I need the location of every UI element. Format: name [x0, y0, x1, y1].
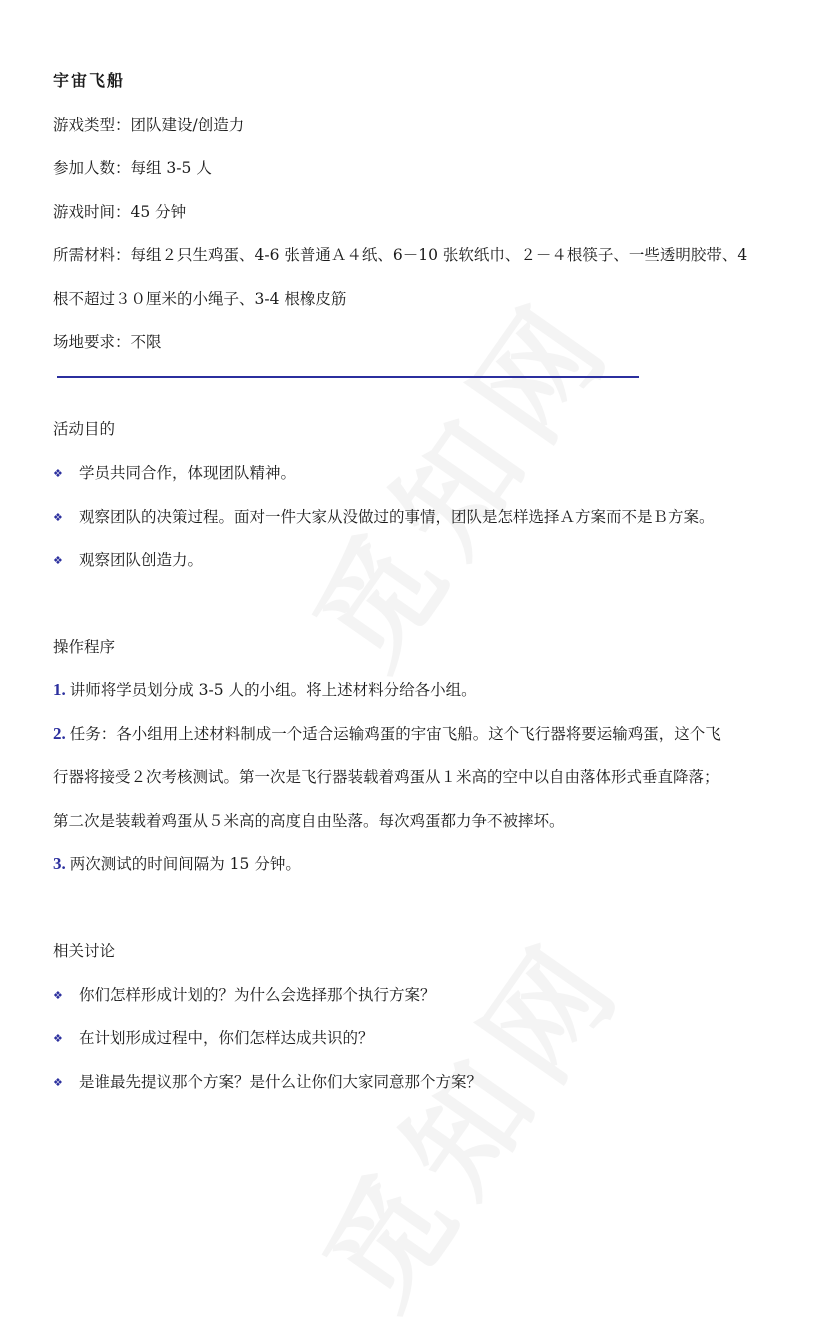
watermark — [278, 897, 656, 1335]
list-item: ❖ 观察团队的决策过程。面对一件大家从没做过的事情，团队是怎样选择Ａ方案而不是Ｂ方案。 — [53, 506, 715, 529]
venue: 场地要求：不限 — [53, 333, 162, 351]
list-item: ❖ 在计划形成过程中，你们怎样达成共识的？ — [53, 1027, 374, 1050]
diamond-bullet-icon: ❖ — [53, 511, 63, 524]
watermark — [268, 257, 646, 695]
diamond-bullet-icon: ❖ — [53, 1076, 63, 1089]
procedure-step-2-cont: 第二次是装载着鸡蛋从５米高的高度自由坠落。每次鸡蛋都力争不被摔坏。 — [53, 812, 565, 830]
procedure-step-3: 3. 两次测试的时间间隔为 15 分钟。 — [53, 854, 301, 873]
list-item: ❖ 是谁最先提议那个方案？是什么让你们大家同意那个方案？ — [53, 1071, 482, 1094]
game-type: 游戏类型：团队建设/创造力 — [53, 116, 245, 134]
diamond-bullet-icon: ❖ — [53, 1032, 63, 1045]
diamond-bullet-icon: ❖ — [53, 467, 63, 480]
player-count: 参加人数：每组 3-5 人 — [53, 159, 212, 177]
procedure-heading: 操作程序 — [53, 638, 116, 656]
list-item: ❖ 观察团队创造力。 — [53, 549, 203, 572]
divider — [57, 376, 639, 378]
list-item: ❖ 你们怎样形成计划的？为什么会选择那个执行方案？ — [53, 984, 436, 1007]
doc-title: 宇宙飞船 — [53, 71, 126, 90]
purpose-heading: 活动目的 — [53, 420, 116, 438]
list-item: ❖ 学员共同合作，体现团队精神。 — [53, 462, 296, 485]
game-time: 游戏时间：45 分钟 — [53, 203, 187, 221]
materials-line-2: 根不超过３０厘米的小绳子、3-4 根橡皮筋 — [53, 290, 347, 308]
procedure-step-2-cont: 行器将接受２次考核测试。第一次是飞行器装载着鸡蛋从１米高的空中以自由落体形式垂直降落； — [53, 768, 720, 786]
materials-line-1: 所需材料：每组２只生鸡蛋、4-6 张普通Ａ４纸、6－10 张软纸巾、２－４根筷子、一些透明胶带、4 — [53, 246, 748, 264]
procedure-step-1: 1. 讲师将学员划分成 3-5 人的小组。将上述材料分给各小组。 — [53, 680, 477, 699]
diamond-bullet-icon: ❖ — [53, 554, 63, 567]
procedure-step-2: 2. 任务：各小组用上述材料制成一个适合运输鸡蛋的宇宙飞船。这个飞行器将要运输鸡蛋，这个飞 — [53, 724, 721, 743]
diamond-bullet-icon: ❖ — [53, 989, 63, 1002]
discussion-heading: 相关讨论 — [53, 942, 116, 960]
